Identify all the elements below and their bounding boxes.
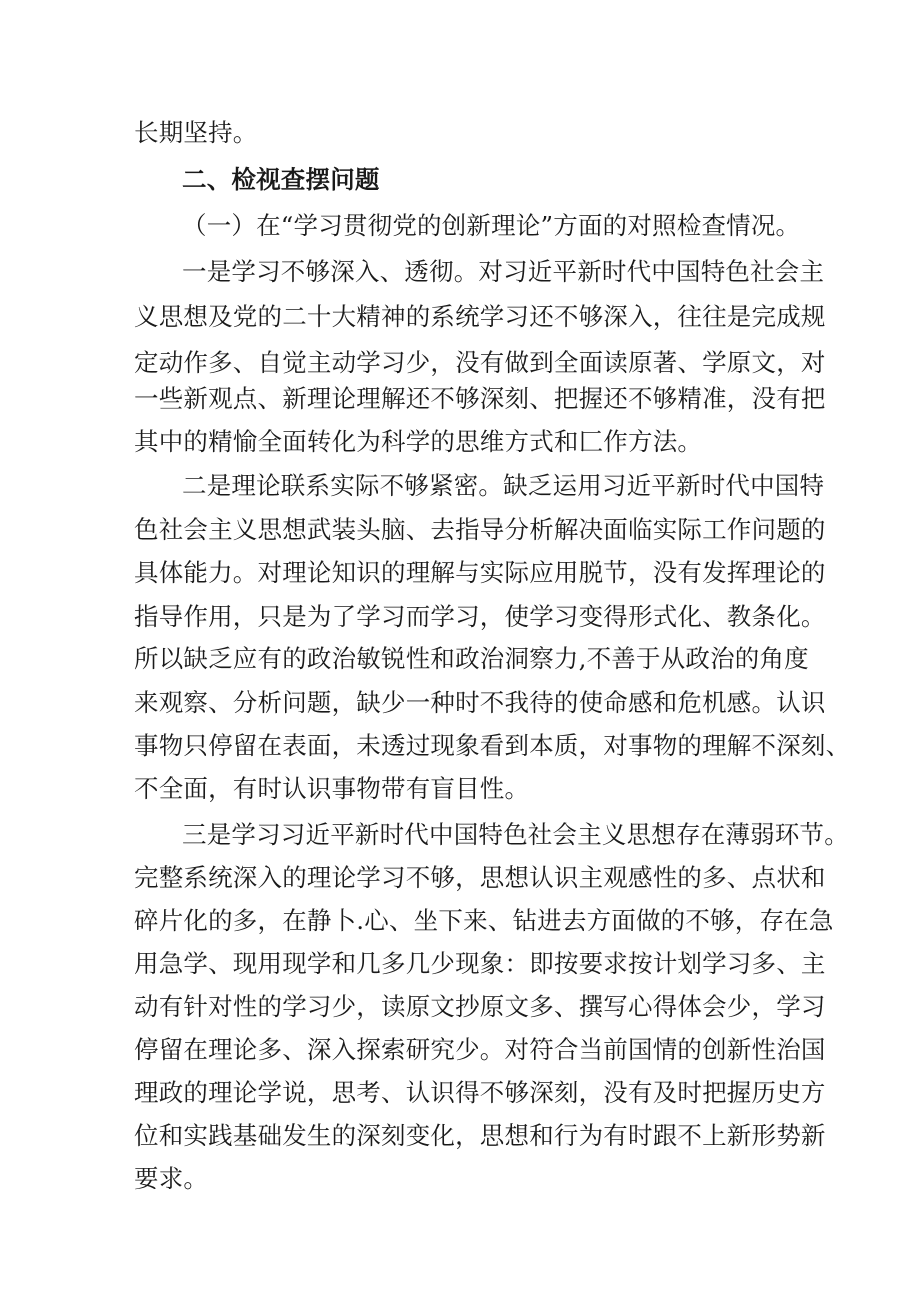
text-line: 位和实践基础发生的深刻变化，思想和行为有时跟不上新形势新 — [134, 1121, 826, 1150]
text-line: 三是学习习近平新时代中国特色社会主义思想存在薄弱环节。 — [182, 820, 849, 849]
text-line: 色社会主义思想武装头脑、去指导分析解决面临实际工作问题的 — [134, 515, 826, 544]
text-line: 二是理论联系实际不够紧密。缺乏运用习近平新时代中国特 — [182, 471, 825, 500]
text-line: 停留在理论多、深入探索研究少。对符合当前国情的创新性治国 — [134, 1035, 826, 1064]
text-line: 来观察、分析问题，缺少一种时不我待的使命感和危机感。认识 — [134, 688, 826, 717]
text-line: 要求。 — [134, 1164, 209, 1193]
text-line: 用急学、现用现学和几多几少现象：即按要求按计划学习多、主 — [134, 949, 826, 978]
text-line: 事物只停留在表面，未透过现象看到本质，对事物的理解不深刻、 — [134, 731, 851, 760]
text-line: 碎片化的多，在静卜.心、坐下来、钻进去方面做的不够，存在急 — [134, 906, 834, 935]
text-line: 完整系统深入的理论学习不够，思想认识主观感性的多、点状和 — [134, 863, 826, 892]
text-line: 理政的理论学说，思考、认识得不够深刻，没有及时把握历史方 — [134, 1078, 826, 1107]
text-line: 不全面，有时认识事物带有盲目性。 — [134, 774, 530, 803]
text-line: 一些新观点、新理论理解还不够深刻、把握还不够精准，没有把 — [134, 384, 826, 413]
subsection-heading: （一）在“学习贯彻党的创新理论”方面的对照检查情况。 — [182, 211, 801, 240]
section-heading: 二、检视查摆问题 — [182, 165, 380, 194]
text-line: 定动作多、自觉主动学习少，没有做到全面读原著、学原文，对 — [134, 348, 826, 377]
text-line: 其中的精愉全面转化为科学的思维方式和匚作方法。 — [134, 427, 703, 456]
text-line: 指导作用，只是为了学习而学习，使学习变得形式化、教条化。 — [134, 602, 826, 631]
text-line: 长期坚持。 — [134, 118, 258, 147]
text-line: 动有针对性的学习少，读原文抄原文多、撰写心得体会少，学习 — [134, 992, 826, 1021]
text-line: 具体能力。对理论知识的理解与实际应用脱节，没有发挥理论的 — [134, 558, 826, 587]
text-line: 所以缺乏应有的政治敏锐性和政治洞察力,不善于从政治的角度 — [134, 644, 809, 673]
text-line: 一是学习不够深入、透彻。对习近平新时代中国特色社会主 — [182, 257, 825, 286]
text-line: 义思想及党的二十大精神的系统学习还不够深入，往往是完成规 — [134, 302, 826, 331]
